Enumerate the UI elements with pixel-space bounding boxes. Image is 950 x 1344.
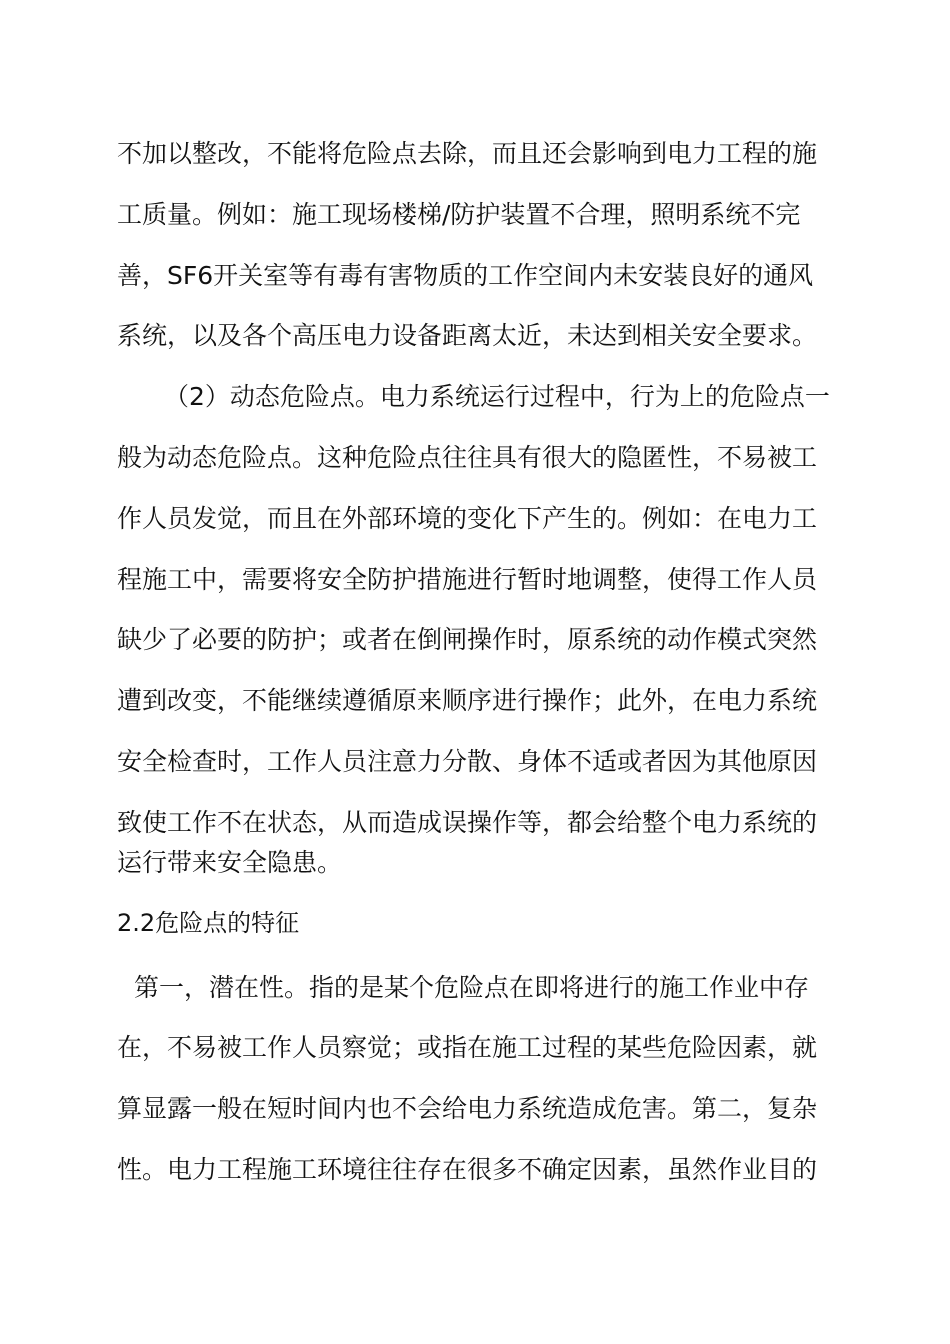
text-line: 致使工作不在状态，从而造成误操作等，都会给整个电力系统的 [117,808,818,837]
paragraph-first-line: （2）动态危险点。电力系统运行过程中，行为上的危险点一 [164,382,830,411]
text-line: 遭到改变，不能继续遵循原来顺序进行操作；此外，在电力系统 [117,686,818,715]
text-line: 般为动态危险点。这种危险点往往具有很大的隐匿性，不易被工 [117,443,818,472]
text-line: 程施工中，需要将安全防护措施进行暂时地调整，使得工作人员 [117,565,818,594]
text-line: 作人员发觉，而且在外部环境的变化下产生的。例如：在电力工 [117,504,818,533]
text-line: 算显露一般在短时间内也不会给电力系统造成危害。第二，复杂 [117,1094,818,1123]
text-line: 性。电力工程施工环境往往存在很多不确定因素，虽然作业目的 [117,1155,818,1184]
text-line: 在，不易被工作人员察觉；或指在施工过程的某些危险因素，就 [117,1033,818,1062]
text-line: 善，SF6开关室等有毒有害物质的工作空间内未安装良好的通风 [117,261,814,290]
paragraph-first-line: 第一，潜在性。指的是某个危险点在即将进行的施工作业中存 [134,973,810,1002]
text-line: 缺少了必要的防护；或者在倒闸操作时，原系统的动作模式突然 [117,625,818,654]
text-line: 不加以整改，不能将危险点去除，而且还会影响到电力工程的施 [117,139,818,168]
text-line: 运行带来安全隐患。 [117,848,343,877]
text-line: 安全检查时，工作人员注意力分散、身体不适或者因为其他原因 [117,747,818,776]
section-heading: 2.2危险点的特征 [117,909,300,937]
text-line: 工质量。例如：施工现场楼梯/防护装置不合理，照明系统不完 [117,200,801,229]
text-line: 系统，以及各个高压电力设备距离太近，未达到相关安全要求。 [117,321,818,350]
